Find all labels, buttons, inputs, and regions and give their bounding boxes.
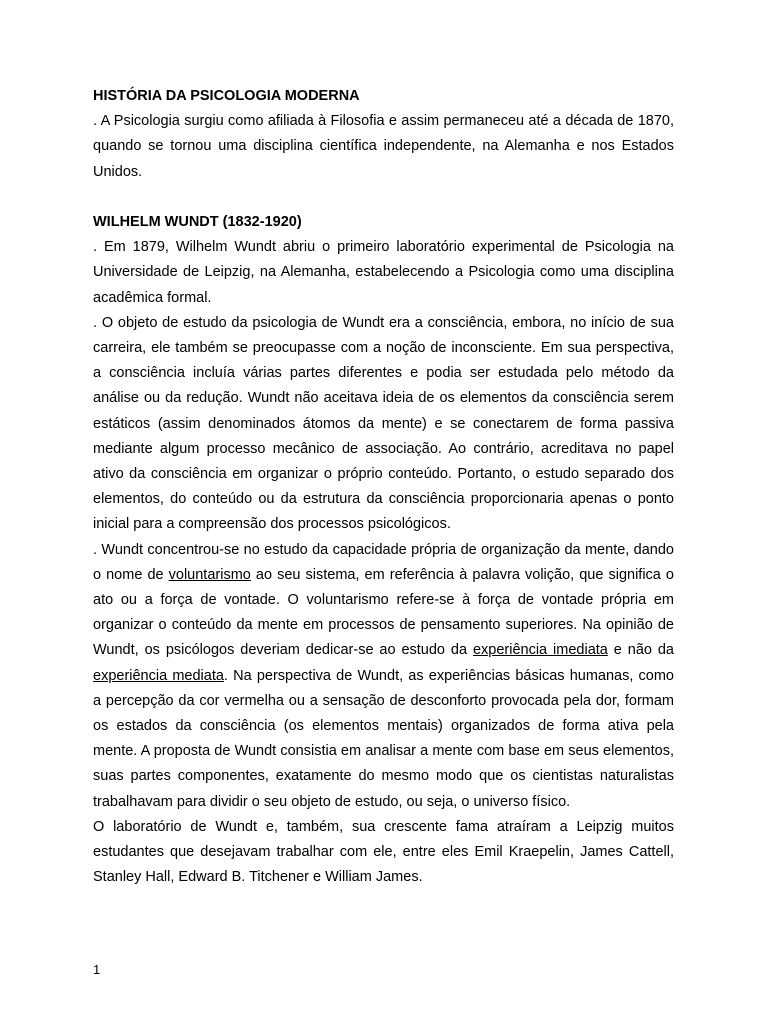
paragraph-intro: . A Psicologia surgiu como afiliada à Filosofia e assim permaneceu até a década de 1870, quando se tornou uma disciplina científica independente, na Alemanha e nos Estados Unidos. (93, 113, 674, 180)
text-run: ao seu sistema, em referência à palavra volição, que significa o ato ou a força de vontade. O voluntarismo refere-se à força de vontade própria em organizar o conteúdo da mente em processos de pensamento superiores. Na opinião de Wundt, os psicólogos deveriam dedicar-se ao estudo da (93, 566, 674, 659)
underlined-term-voluntarismo: voluntarismo (168, 566, 251, 583)
paragraph-laboratory: . Em 1879, Wilhelm Wundt abriu o primeiro laboratório experimental de Psicologia na Universidade de Leipzig, na Alemanha, estabelecendo a Psicologia como uma disciplina acadêmica formal. (93, 239, 674, 306)
paragraph-consciousness: . O objeto de estudo da psicologia de Wundt era a consciência, embora, no início de sua carreira, ele também se preocupasse com a noção de inconsciente. Em sua perspectiva, a consciência incluía várias partes diferentes e podia ser estudada pelo método da análise ou da redução. Wundt não aceitava ideia de os elementos da consciência serem estáticos (assim denominados átomos da mente) e se conectarem de forma passiva mediante algum processo mecânico de associação. Ao contrário, acreditava no papel ativo da consciência em organizar o próprio conteúdo. Portanto, o estudo separado dos elementos, do conteúdo ou da estrutura da consciência proporcionaria apenas o ponto inicial para a compreensão dos processos psicológicos. (93, 314, 674, 533)
underlined-term-experiencia-imediata: experiência imediata (472, 642, 608, 659)
text-run: e não da (607, 642, 674, 659)
text-run: . Wundt concentrou-se no estudo da capacidade própria de organização da mente, dando o nome de (93, 541, 674, 583)
text-run: . Na perspectiva de Wundt, as experiências básicas humanas, como a percepção da cor vermelha ou a sensação de desconforto provocada pela dor, formam os estados da consciência (os elementos mentais) organizados de forma ativa pela mente. A proposta de Wundt consistia em analisar a mente com base em seus elementos, suas partes componentes, exatamente do mesmo modo que os cientistas naturalistas trabalhavam para dividir o seu objeto de estudo, ou seja, o universo físico. (93, 667, 674, 810)
paragraph-voluntarism (93, 538, 674, 815)
section-title-history: HISTÓRIA DA PSICOLOGIA MODERNA (93, 88, 360, 104)
section-title-wundt: WILHELM WUNDT (1832-1920) (93, 213, 302, 230)
page-content (93, 84, 674, 890)
page-number: 1 (93, 962, 101, 977)
paragraph-students: O laboratório de Wundt e, também, sua crescente fama atraíram a Leipzig muitos estudantes que desejavam trabalhar com ele, entre eles Emil Kraepelin, James Cattell, Stanley Hall, Edward B. Titchener e William James. (93, 818, 674, 886)
blank-line (93, 185, 674, 210)
underlined-term-experiencia-mediata: experiência mediata (93, 667, 224, 684)
